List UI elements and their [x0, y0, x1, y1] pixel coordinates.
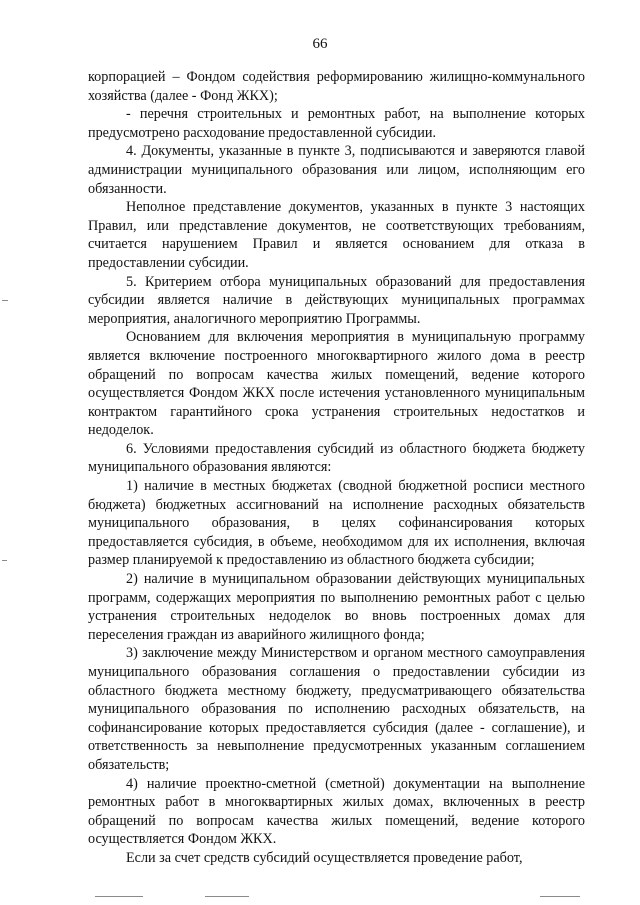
paragraph-condition-1: 1) наличие в местных бюджетах (сводной бюджетной росписи местного бюджета) бюджетных ассигнований на исполнение расходных обязательств муниципального образования, в целях софинансирования которых предоставляется субсидия, в объеме, необходимом для их исполнения, включая размер планируемой к предоставлению из областного бюджета субсидии; [88, 478, 585, 569]
scan-artifact-left [2, 300, 8, 301]
document-body [88, 68, 585, 868]
scan-artifact-bottom-3 [540, 896, 580, 897]
paragraph-continuation: корпорацией – Фондом содействия реформированию жилищно-коммунального хозяйства (далее - Фонд ЖКХ); [88, 69, 585, 104]
page-number: 66 [312, 36, 328, 52]
paragraph-condition-3: 3) заключение между Министерством и органом местного самоуправления муниципального образования соглашения о предоставлении субсидии из областного бюджета местному бюджету, предусматривающего обязательства муниципального образования по исполнению расходных обязательств, на софинансирование которых предоставляется субсидия (далее - соглашение), и ответственность за невыполнение предусмотренных указанным соглашением обязательств; [88, 645, 585, 773]
paragraph-works-list: - перечня строительных и ремонтных работ, на выполнение которых предусмотрено расходование предоставленной субсидии. [88, 106, 585, 141]
paragraph-basis: Основанием для включения мероприятия в муниципальную программу является включение построенного многоквартирного жилого дома в реестр обращений по вопросам качества жилых помещений, ведение которого осуществляется Фондом ЖКХ после истечения установленного муниципальным контрактом гарантийного срока устранения строительных недостатков и недоделок. [88, 329, 585, 439]
paragraph-condition-2: 2) наличие в муниципальном образовании действующих муниципальных программ, содержащих мероприятия по выполнению ремонтных работ с целью устранения строительных недоделок во вновь построенных домах для переселения граждан из аварийного жилищного фонда; [88, 571, 585, 643]
paragraph-condition-4: 4) наличие проектно-сметной (сметной) документации на выполнение ремонтных работ в многоквартирных жилых домах, включенных в реестр обращений по вопросам качества жилых помещений, ведение которого осуществляется Фондом ЖКХ. [88, 775, 585, 848]
scan-artifact-bottom-1 [95, 896, 143, 897]
paragraph-item-4: 4. Документы, указанные в пункте 3, подписываются и заверяются главой администрации муниципального образования или лицом, исполняющим его обязанности. [88, 143, 585, 197]
paragraph-item-5: 5. Критерием отбора муниципальных образований для предоставления субсидии является наличие в действующих муниципальных программах мероприятия, аналогичного мероприятию Программы. [88, 273, 585, 327]
scan-artifact-left-lower [2, 560, 7, 561]
paragraph-incomplete-documents: Неполное представление документов, указанных в пункте 3 настоящих Правил, или представление документов, не соответствующих требованиям, считается нарушением Правил и является основанием для отказа в предоставлении субсидии. [88, 199, 585, 271]
paragraph-item-6: 6. Условиями предоставления субсидий из областного бюджета бюджету муниципального образования являются: [88, 440, 585, 476]
paragraph-final-fragment: Если за счет средств субсидий осуществляется проведение работ, [126, 849, 523, 866]
scan-artifact-bottom-2 [205, 896, 249, 897]
